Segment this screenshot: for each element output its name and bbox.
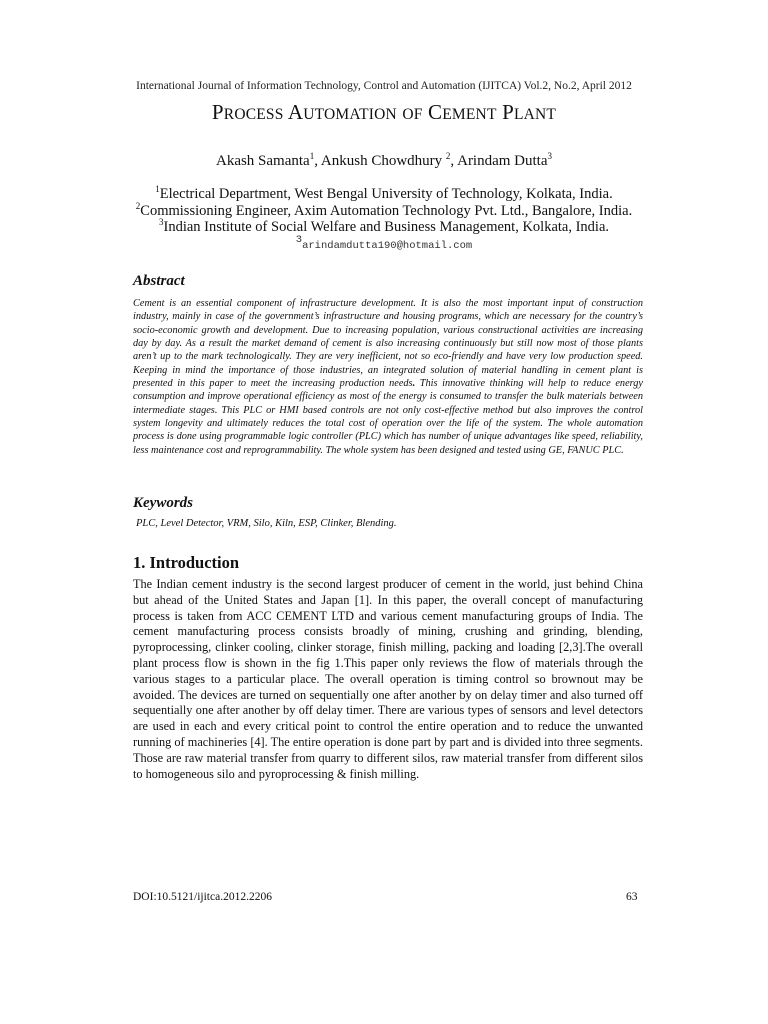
abstract-heading: Abstract <box>133 273 185 289</box>
abstract-body <box>133 297 643 457</box>
introduction-body: The Indian cement industry is the second largest producer of cement in the world, just behind China but ahead of the United States and Japan [1]. In this paper, the overall concept of manufacturing process is taken from ACC CEMENT LTD and various cement manufacturing groups of India. The cement manufacturing process consists broadly of mining, crushing and grinding, blending, pyroprocessing, clinker cooling, clinker storage, finish milling, packing and loading [2,3].The overall plant process flow is shown in the fig 1.This paper only reviews the flow of materials through the various stages to a particular place. The overall operation is timing control so brownout may be avoided. The devices are turned on sequentially one after another by on delay timer and also turned off sequentially one after another by off delay timer. There are various types of sensors and level detectors are used in each and every critical point to control the entire operation and to reduce the unwanted running of machineries [4]. The entire operation is done part by part and is divided into three segments. Those are raw material transfer from quarry to different silos, raw material transfer from different silos to homogeneous silo and pyroprocessing & finish milling. <box>133 577 643 781</box>
paper-title <box>0 100 768 125</box>
author-affil-mark: 3 <box>547 151 553 161</box>
email-line <box>0 233 768 255</box>
title-cap: P <box>502 100 514 124</box>
title-cap: P <box>211 100 224 124</box>
author-separator: , <box>314 153 321 169</box>
affil-text: Electrical Department, West Bengal University of Technology, Kolkata, India. <box>159 186 613 202</box>
email-mark: 3 <box>295 233 303 246</box>
keywords-heading: Keywords <box>133 495 193 511</box>
author-list <box>0 153 768 170</box>
keywords-list: PLC, Level Detector, VRM, Silo, Kiln, ESP, Clinker, Blending. <box>136 518 397 529</box>
title-word: OF <box>402 106 423 123</box>
title-word: UTOMATION <box>303 106 397 123</box>
author-affil-mark: 1 <box>309 151 315 161</box>
journal-header: International Journal of Information Technology, Control and Automation (IJITCA) Vol.2, No.2, April 2012 <box>136 80 632 92</box>
title-word: LANT <box>513 106 557 123</box>
author-name: Akash Samanta <box>215 153 310 169</box>
affiliation-line <box>0 186 768 203</box>
footer-doi: DOI:10.5121/ijitca.2012.2206 <box>133 891 272 903</box>
introduction-heading: 1. Introduction <box>133 553 240 572</box>
author-email: arindamdutta190@hotmail.com <box>302 239 473 252</box>
author-separator: , <box>450 153 458 169</box>
affil-mark: 2 <box>135 200 141 211</box>
title-word: EMENT <box>442 106 497 123</box>
abstract-text-part: Cement is an essential component of infrastructure development. It is also the most important input of construction industry, mainly in case of the government’s infrastructure and housing programs, which are necessary for the country’s socio-economic growth and development. Due to increasing population, various constructional activities are increasing day by day. As a result the market demand of cement is also increasing continuously but still now most of those plants aren’t up to the mark technologically. They are very inefficient, not so eco-friendly and have very low production speed. Keeping in mind the importance of those industries, an integrated solution of material handling in cement plant is presented in this paper to meet the increasing production needs <box>133 298 643 390</box>
affil-mark: 1 <box>155 184 160 195</box>
abstract-text-part: This innovative thinking will help to reduce energy consumption and improve operational efficiency as most of the energy is consumed to transfer the bulk materials between intermediate stages. This PLC or HMI based controls are not only cost-effective method but also improves the control system longevity and ultimately reduces the total cost of operation over the life of the system. The whole automation process is done using programmable logic controller (PLC) which has number of unique advantages like speed, reliability, less maintenance cost and reprogrammability. The whole system has been designed and tested using GE, FANUC PLC. <box>133 378 643 456</box>
affil-text: Commissioning Engineer, Axim Automation Technology Pvt. Ltd., Bangalore, India. <box>140 202 633 219</box>
affiliations <box>0 186 768 254</box>
affiliation-line <box>0 219 768 236</box>
title-cap: A <box>287 100 304 124</box>
affil-mark: 3 <box>158 217 164 228</box>
page-number: 63 <box>626 891 638 903</box>
author-affil-mark: 2 <box>445 151 451 161</box>
author-name: Arindam Dutta <box>457 153 548 169</box>
abstract-bold-period: . <box>412 378 416 390</box>
title-word: ROCESS <box>223 106 284 123</box>
affil-text: Indian Institute of Social Welfare and Business Management, Kolkata, India. <box>163 219 610 235</box>
title-cap: C <box>428 100 443 124</box>
affiliation-line <box>0 200 768 220</box>
author-name: Ankush Chowdhury <box>320 153 446 169</box>
